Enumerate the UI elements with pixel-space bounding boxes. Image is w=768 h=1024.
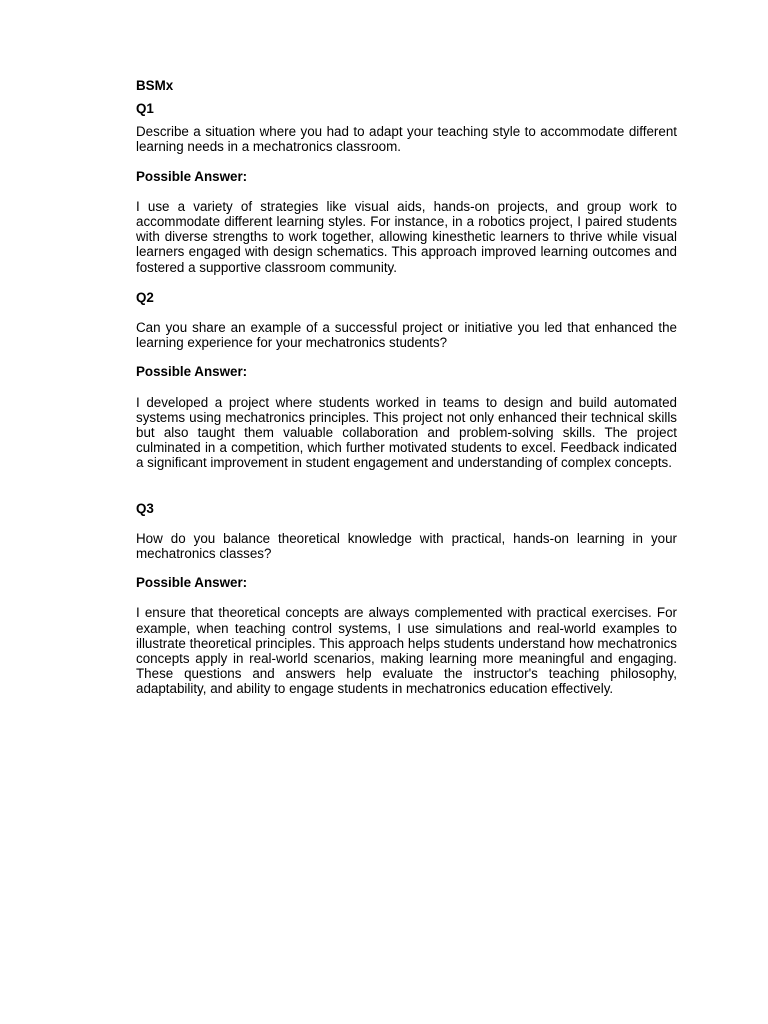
question-text-q2: Can you share an example of a successful project or initiative you led that enhanced the learning experience for your mechatronics students? (136, 320, 677, 351)
question-section-q2 (136, 290, 677, 471)
question-label-q1: Q1 (136, 101, 154, 116)
question-section-q1 (136, 101, 677, 275)
question-section-q3 (136, 501, 677, 697)
answer-text-q3: I ensure that theoretical concepts are always complemented with practical exercises. For example, when teaching control systems, I use simulations and real-world examples to illustrate theoretical principles. This approach helps students understand how mechatronics concepts apply in real-world scenarios, making learning more meaningful and engaging. These questions and answers help evaluate the instructor's teaching philosophy, adaptability, and ability to engage students in mechatronics education effectively. (136, 605, 677, 697)
possible-answer-label-q3: Possible Answer: (136, 575, 248, 591)
document-title: BSMx (136, 78, 174, 93)
document-page (136, 78, 677, 697)
possible-answer-label-q2: Possible Answer: (136, 364, 248, 380)
question-label-q3: Q3 (136, 500, 154, 516)
question-label-q2: Q2 (136, 289, 154, 305)
question-text-q1: Describe a situation where you had to adapt your teaching style to accommodate different learning needs in a mechatronics classroom. (136, 124, 677, 155)
question-text-q3: How do you balance theoretical knowledge with practical, hands-on learning in your mechatronics classes? (136, 530, 677, 562)
possible-answer-label-q1: Possible Answer: (136, 168, 248, 184)
answer-text-q2: I developed a project where students worked in teams to design and build automated systems using mechatronics principles. This project not only enhanced their technical skills but also taught them valuable collaboration and problem-solving skills. The project culminated in a competition, which further motivated students to excel. Feedback indicated a significant improvement in student engagement and understanding of complex concepts. (136, 394, 677, 471)
answer-text-q1: I use a variety of strategies like visual aids, hands-on projects, and group work to accommodate different learning styles. For instance, in a robotics project, I paired students with diverse strengths to work together, allowing kinesthetic learners to thrive while visual learners engaged with design schematics. This approach improved learning outcomes and fostered a supportive classroom community. (136, 198, 677, 275)
